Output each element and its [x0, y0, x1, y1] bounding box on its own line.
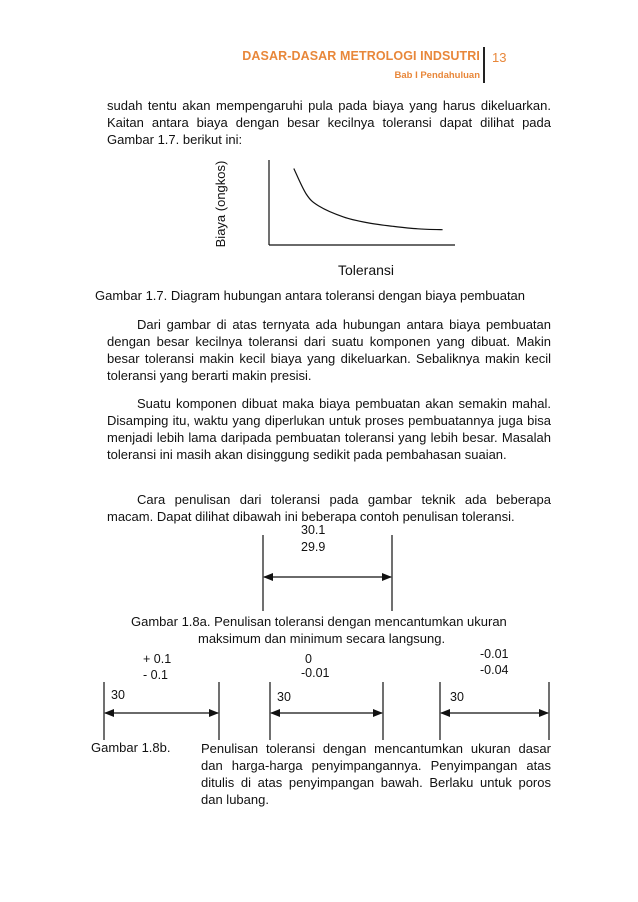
paragraph-1: Dari gambar di atas ternyata ada hubungan antara biaya pembuatan dengan besar kecilnya toleransi dari suatu komponen yang dibuat. Makin besar toleransi makin kecil biaya yang dikeluarkan. Sebaliknya makin kecil toleransi yang berarti makin presisi.: [107, 317, 551, 383]
dim1-nominal: 30: [111, 688, 125, 702]
dim2-lower-deviation: -0.01: [301, 666, 330, 680]
dim1-upper-deviation: + 0.1: [143, 652, 172, 666]
min-size-label: 29.9: [301, 540, 326, 554]
y-axis-label: Biaya (ongkos): [213, 160, 228, 248]
chapter-label: Bab I Pendahuluan: [394, 70, 480, 81]
figure-1-8a-caption-line1: Gambar 1.8a. Penulisan toleransi dengan mencantumkan ukuran: [131, 614, 507, 629]
figure-1-8b-caption-text: Penulisan toleransi dengan mencantumkan ukuran dasar dan harga-harga penyimpangannya. Penyimpangan atas ditulis di atas penyimpangan bawah. Berlaku untuk poros dan lubang.: [201, 741, 551, 807]
dim3-lower-deviation: -0.04: [480, 663, 509, 677]
figure-1-7-caption: Gambar 1.7. Diagram hubungan antara toleransi dengan biaya pembuatan: [95, 288, 526, 303]
book-title: DASAR-DASAR METROLOGI INDSUTRI: [242, 49, 480, 63]
dim2-nominal: 30: [277, 690, 291, 704]
dim3-upper-deviation: -0.01: [480, 647, 509, 661]
dim2-upper-deviation: 0: [305, 652, 312, 666]
paragraph-3: Cara penulisan dari toleransi pada gambar teknik ada beberapa macam. Dapat dilihat dibawah ini beberapa contoh penulisan toleransi.: [107, 492, 551, 524]
figure-1-8a-caption-line2: maksimum dan minimum secara langsung.: [198, 631, 446, 646]
figure-1-8b-caption-label: Gambar 1.8b.: [91, 740, 171, 755]
dim3-nominal: 30: [450, 690, 464, 704]
max-size-label: 30.1: [301, 523, 326, 537]
page-number: 13: [492, 50, 507, 65]
x-axis-label: Toleransi: [338, 262, 395, 278]
intro-paragraph: sudah tentu akan mempengaruhi pula pada biaya yang harus dikeluarkan. Kaitan antara biaya dengan besar kecilnya toleransi dapat dilihat pada Gambar 1.7. berikut ini:: [107, 98, 551, 147]
dim1-lower-deviation: - 0.1: [143, 668, 169, 682]
paragraph-2: Suatu komponen dibuat maka biaya pembuatan akan semakin mahal. Disamping itu, waktu yang diperlukan untuk proses pembuatannya juga bisa menjadi lebih lama daripada pembuatan toleransi yang lebih besar. Masalah toleransi ini masih akan disinggung sedikit pada pembahasan suaian.: [107, 396, 551, 462]
